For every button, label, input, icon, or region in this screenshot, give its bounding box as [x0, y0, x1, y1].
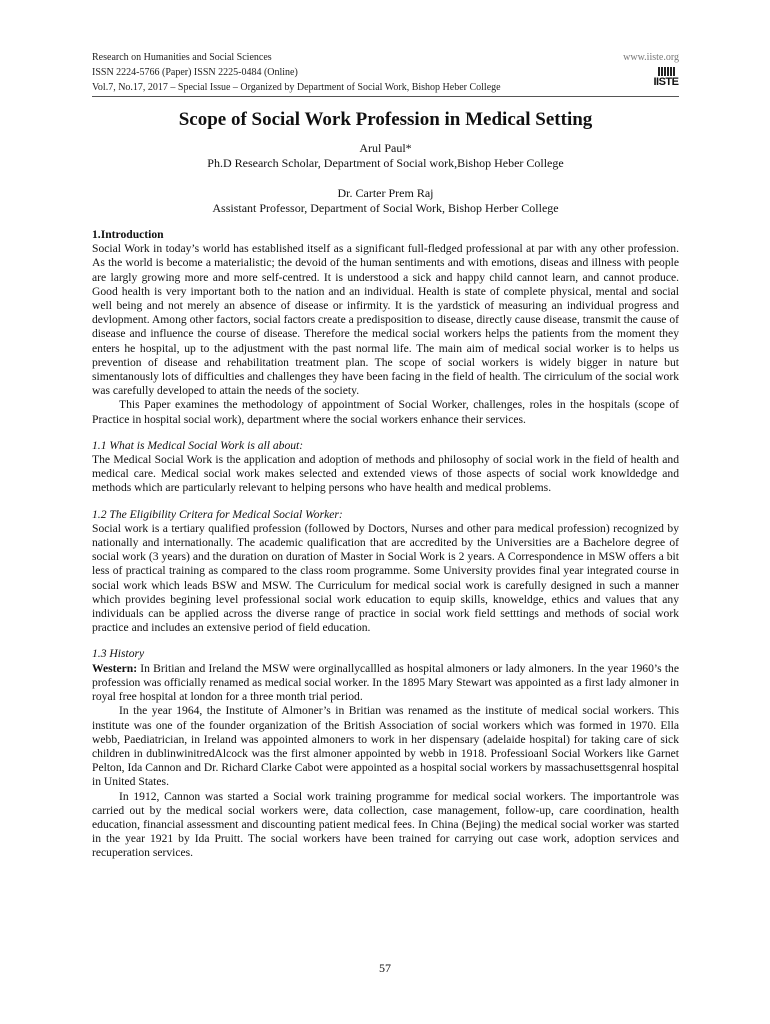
journal-issn: ISSN 2224-5766 (Paper) ISSN 2225-0484 (Online) [92, 67, 298, 78]
paper-title: Scope of Social Work Profession in Medical Setting [178, 109, 593, 130]
author-affiliation: Assistant Professor, Department of Social Work, Bishop Herber College [212, 201, 559, 215]
header-divider [92, 96, 679, 97]
paragraph: Social Work in today’s world has established itself as a significant full-fledged professional at par with any other profession. As the world is become a materialistic; the devoid of the human sentiments and with emotions, diseas and illness with people are largly growing more and more self-centred. It is understood a sick and happy child cannot learn, and cannot produce. Good health is very important both to the nation and an individual. Health is state of complete physical, mental and social well being and not merely an absence of disease or infirmity. It is the yardstick of measuring an individual progress and devlopment. Among other factors, social factors create a predisposition to disease, directly cause disease, transmit the cause of disease and influence the course of disease. Therefore the medical social workers helps the patients from the moment they enters he hospital, up to the adjustment with the past normal life. The main aim of medical social worker is to helps us prevention of disease and rehabilitation treatment plan. The scope of social workers is widely bigger in nature but simentanously lots of difficulties and challenges they have been facing in the field of health. The cirriculum of the social work was carefully developed to attain the needs of the society. [92, 242, 679, 398]
page-number: 57 [379, 961, 391, 975]
paragraph: In the year 1964, the Institute of Almoner’s in Britian was renamed as the institute of medical social workers. This institute was one of the founder organization of the British Association of social workers which was formed in 1970. Ella webb, Paediatrician, in Ireland was appointed almoners to work in her dispensary (adelaide hospital) for taking care of sick children in dublinwinitredAlcock was the first almoner appointed by webb in 1918. Professioanl Social Workers like Garnet Pelton, Ida Cannon and Dr. Richard Clarke Cabot were appointed as a hospital social workers by massachusettsgenral hospital in United States. [92, 704, 679, 789]
paragraph-text: In Britian and Ireland the MSW were orginallycallled as hospital almoners or lady almoners. In the year 1960’s the profession was officially renamed as medical social worker. In the 1895 Mary Stewart was appointed as a first lady almoner in royal free hospital at london for a three month trial period. [92, 661, 679, 704]
paragraph: In 1912, Cannon was started a Social work training programme for medical social workers. The importantrole was carried out by the medical social workers were, data collection, case management, follow-up, care coordination, health education, financial assessment and discounting patient medical fees. In China (Bejing) the medical social worker was started in the year 1921 by Ida Pruitt. The social workers have been trained for carrying out case work, adoption services and recuperation services. [92, 789, 679, 860]
journal-header [92, 50, 501, 95]
paper-body [92, 228, 679, 861]
paragraph: The Medical Social Work is the application and adoption of methods and philosophy of social work in the field of health and medical care. Medical social work makes selected and extended views of those aspects of social work knowldedge and methods which are particularly relevant to helping persons who have health and medical problems. [92, 453, 679, 495]
logo-text: IISTE [653, 76, 679, 88]
logo-bars-icon [653, 67, 679, 76]
author-affiliation: Ph.D Research Scholar, Department of Social work,Bishop Heber College [207, 156, 564, 170]
section-heading: 1.1 What is Medical Social Work is all about: [92, 438, 304, 452]
iiste-logo [653, 67, 679, 89]
journal-name: Research on Humanities and Social Sciences [92, 52, 272, 63]
website-link[interactable]: www.iiste.org [623, 52, 679, 63]
section-heading: 1.3 History [92, 647, 145, 661]
author-block [92, 141, 679, 216]
section-heading: 1.2 The Eligibility Critera for Medical Social Worker: [92, 507, 343, 521]
journal-volume: Vol.7, No.17, 2017 – Special Issue – Organized by Department of Social Work, Bishop Heber College [92, 82, 501, 93]
section-heading: 1.Introduction [92, 228, 164, 241]
paragraph [92, 662, 679, 705]
paragraph: This Paper examines the methodology of appointment of Social Worker, challenges, roles in the hospitals (scope of Practice in hospital social work), department where the social workers enhance their services. [92, 398, 679, 426]
paragraph: Social work is a tertiary qualified profession (followed by Doctors, Nurses and other para medical profession) recognized by nationally and internationally. The academic qualification that are accredited by the Universities are a Bachelore degree of social work (3 years) and the duration on duration of Master in Social Work is 2 years. A Correspondence in MSW offers a bit less of practical training as compared to the class room programme. Some University provides final year integrated course in social work which leads BSW and MSW. The Curriculum for medical social work is carefully designed in such a manner which provides begining level professional social work education to equip skills, knoweldge, ethics and values that any individuals can be applied across the diverse range of practice in social work field setttings and methods of social work practice and includes an extensive period of field education. [92, 521, 679, 635]
western-label: Western: [92, 661, 138, 675]
author-name: Arul Paul* [359, 141, 412, 155]
author-name: Dr. Carter Prem Raj [337, 186, 434, 200]
